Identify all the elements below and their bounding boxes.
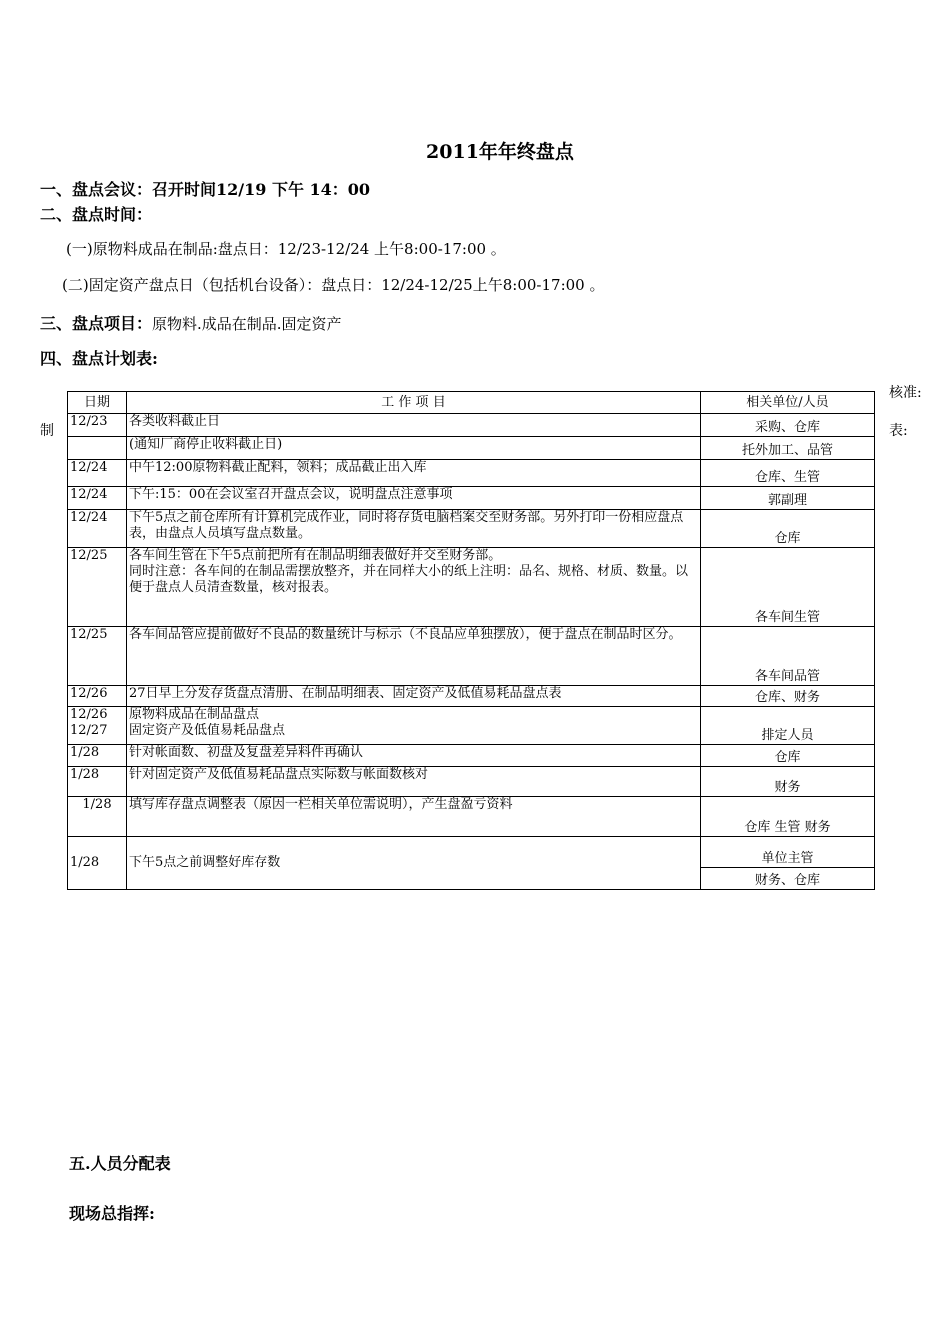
table-row bbox=[68, 437, 875, 460]
approve-label: 核准: bbox=[889, 385, 922, 401]
row-task: 下午5点之前仓库所有计算机完成作业，同时将存货电脑档案交至财务部。另外打印一份相应盘点表，由盘点人员填写盘点数量。 bbox=[127, 510, 701, 548]
row-task: (通知厂商停止收料截止日) bbox=[127, 437, 701, 460]
table-row bbox=[68, 767, 875, 797]
row-date: 1/28 bbox=[68, 797, 127, 837]
row-dept: 排定人员 bbox=[701, 707, 875, 745]
table-row bbox=[68, 487, 875, 510]
table-row bbox=[68, 686, 875, 707]
row-dept: 仓库 bbox=[701, 510, 875, 548]
table-row bbox=[68, 627, 875, 686]
row-dept: 仓库 生管 财务 bbox=[701, 797, 875, 837]
header-date: 日期 bbox=[68, 392, 127, 414]
row-dept: 采购、仓库 bbox=[701, 414, 875, 437]
row-task: 各类收料截止日 bbox=[127, 414, 701, 437]
table-row bbox=[68, 510, 875, 548]
section5-heading: 五.人员分配表 bbox=[69, 1154, 171, 1173]
items-line bbox=[40, 311, 342, 334]
row-date-line: 12/27 bbox=[70, 723, 108, 738]
row-date: 1/28 bbox=[68, 745, 127, 767]
meeting-line: 一、盘点会议：召开时间12/19 下午 14：00 bbox=[40, 180, 371, 199]
row-date: 12/24 bbox=[68, 460, 127, 487]
row-task: 27日早上分发存货盘点清册、在制品明细表、固定资产及低值易耗品盘点表 bbox=[127, 686, 701, 707]
table-row bbox=[68, 745, 875, 767]
row-dept: 财务、仓库 bbox=[701, 868, 875, 890]
row-dept: 郭副理 bbox=[701, 487, 875, 510]
row-task-line: 原物料成品在制品盘点 bbox=[129, 707, 260, 722]
row-task-line: 各车间生管在下午5点前把所有在制品明细表做好并交至财务部。 bbox=[129, 548, 502, 563]
row-task: 下午:15：00在会议室召开盘点会议，说明盘点注意事项 bbox=[127, 487, 701, 510]
time-heading: 二、盘点时间： bbox=[40, 205, 153, 224]
row-date: 1/28 bbox=[68, 837, 127, 890]
row-dept: 仓库、财务 bbox=[701, 686, 875, 707]
row-dept: 托外加工、品管 bbox=[701, 437, 875, 460]
row-date: 12/25 bbox=[68, 627, 127, 686]
row-task: 针对固定资产及低值易耗品盘点实际数与帐面数核对 bbox=[127, 767, 701, 797]
row-task: 各车间品管应提前做好不良品的数量统计与标示（不良品应单独摆放），便于盘点在制品时区分。 bbox=[127, 627, 701, 686]
row-task-line: 同时注意：各车间的在制品需摆放整齐，并在同样大小的纸上注明：品名、规格、材质、数量。以便于盘点人员清查数量，核对报表。 bbox=[129, 564, 689, 595]
row-task: 填写库存盘点调整表（原因一栏相关单位需说明），产生盘盈亏资料 bbox=[127, 797, 701, 837]
row-date: 12/24 bbox=[68, 487, 127, 510]
row-date: 12/24 bbox=[68, 510, 127, 548]
table-row bbox=[68, 837, 875, 868]
table-label: 表: bbox=[889, 423, 908, 439]
table-row bbox=[68, 414, 875, 437]
row-dept: 各车间品管 bbox=[701, 627, 875, 686]
row-task: 下午5点之前调整好库存数 bbox=[127, 837, 701, 890]
items-label: 三、盘点项目： bbox=[40, 314, 153, 333]
time-line-2: (二)固定资产盘点日（包括机台设备）：盘点日：12/24-12/25上午8:00-17:00 。 bbox=[62, 276, 605, 294]
row-task-line: 固定资产及低值易耗品盘点 bbox=[129, 723, 286, 738]
row-dept: 仓库、生管 bbox=[701, 460, 875, 487]
table-row bbox=[68, 797, 875, 837]
page-title: 2011年年终盘点 bbox=[426, 141, 574, 163]
row-dept: 各车间生管 bbox=[701, 548, 875, 627]
row-dept: 仓库 bbox=[701, 745, 875, 767]
row-date: 12/25 bbox=[68, 548, 127, 627]
items-value: 原物料.成品在制品.固定资产 bbox=[152, 315, 342, 333]
table-row bbox=[68, 707, 875, 745]
table-row bbox=[68, 460, 875, 487]
row-date: 1/28 bbox=[68, 767, 127, 797]
header-task: 工 作 项 目 bbox=[127, 392, 701, 414]
row-dept: 单位主管 bbox=[701, 837, 875, 868]
row-date: 12/26 bbox=[68, 686, 127, 707]
plan-heading: 四、盘点计划表: bbox=[40, 349, 158, 368]
table-row bbox=[68, 548, 875, 627]
header-dept: 相关单位/人员 bbox=[701, 392, 875, 414]
row-task bbox=[127, 548, 701, 627]
row-date-line: 12/26 bbox=[70, 707, 108, 722]
row-task: 针对帐面数、初盘及复盘差异料件再确认 bbox=[127, 745, 701, 767]
table-header-row bbox=[68, 392, 875, 414]
commander-label: 现场总指挥: bbox=[69, 1204, 155, 1223]
row-date: 12/23 bbox=[68, 414, 127, 437]
row-date bbox=[68, 707, 127, 745]
row-date bbox=[68, 437, 127, 460]
row-task: 中午12:00原物料截止配料，领料；成品截止出入库 bbox=[127, 460, 701, 487]
row-task bbox=[127, 707, 701, 745]
make-label: 制 bbox=[40, 423, 54, 439]
row-dept: 财务 bbox=[701, 767, 875, 797]
plan-table bbox=[67, 391, 875, 890]
time-line-1: (一)原物料成品在制品:盘点日：12/23-12/24 上午8:00-17:00 。 bbox=[66, 240, 506, 258]
